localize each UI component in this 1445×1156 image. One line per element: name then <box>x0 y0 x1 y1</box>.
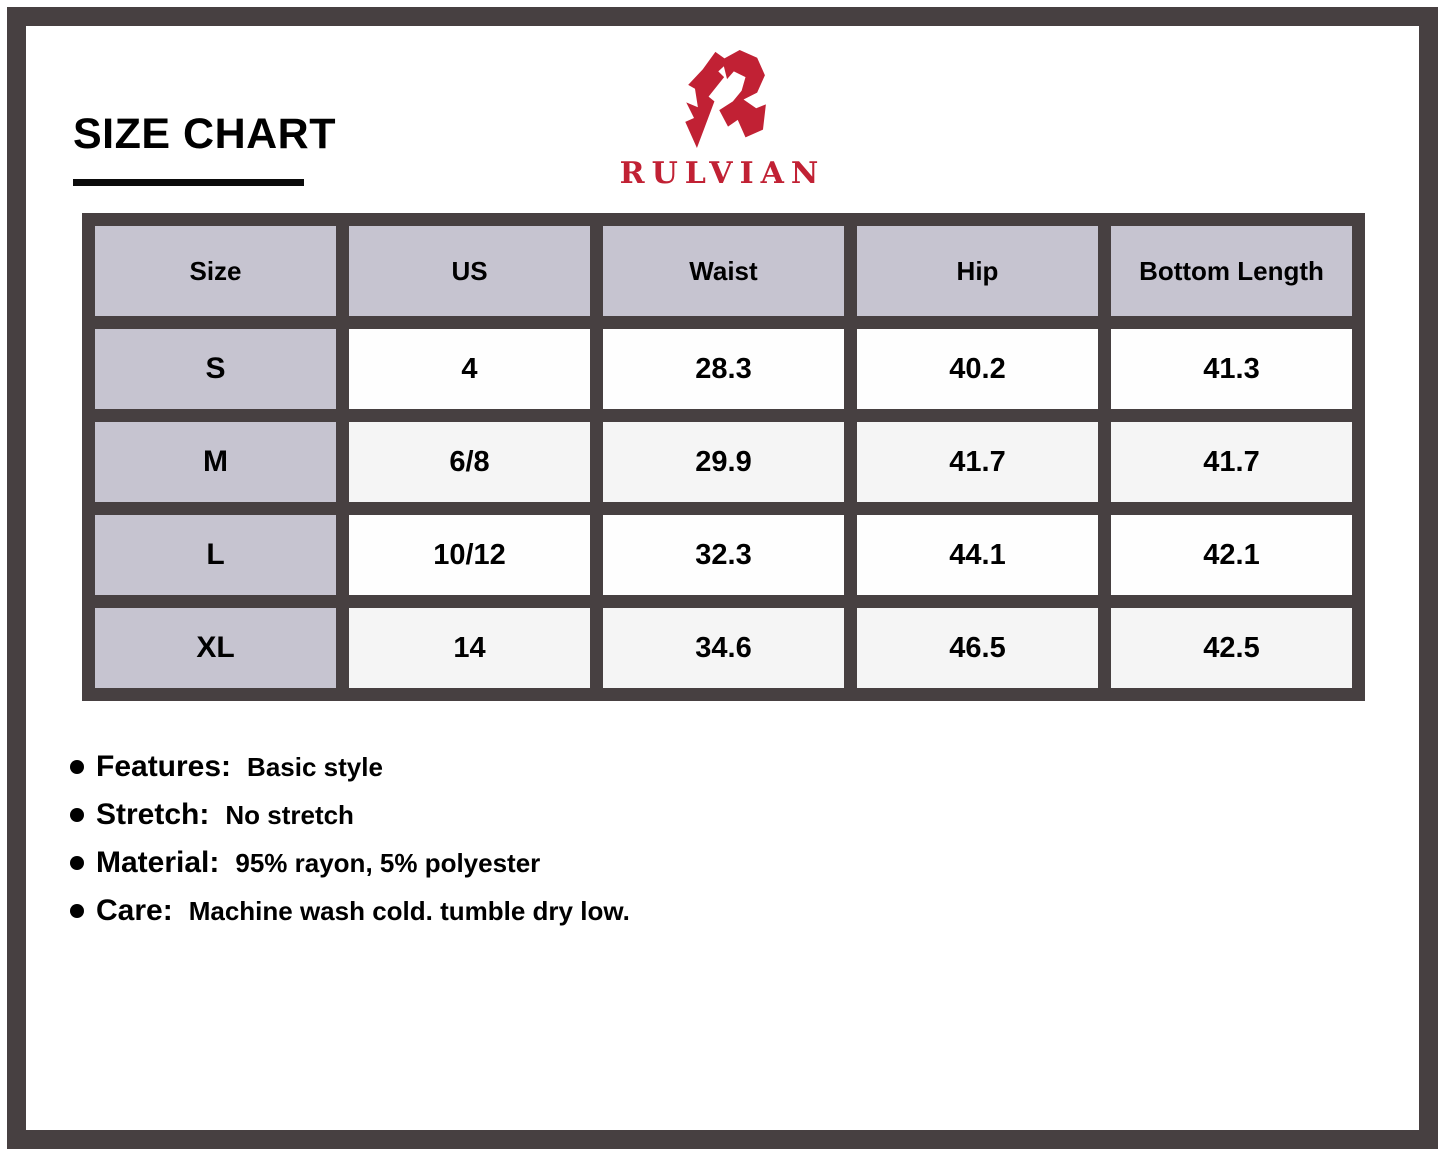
column-header-size: Size <box>95 226 336 316</box>
table-row-xl <box>95 608 1352 688</box>
cell-m-hip: 41.7 <box>857 422 1098 502</box>
page-title: SIZE CHART <box>73 110 336 158</box>
title-underline <box>73 179 304 186</box>
cell-l-hip: 44.1 <box>857 515 1098 595</box>
cell-xl-hip: 46.5 <box>857 608 1098 688</box>
column-header-bottom-length: Bottom Length <box>1111 226 1352 316</box>
cell-s-waist: 28.3 <box>603 329 844 409</box>
cell-l-us: 10/12 <box>349 515 590 595</box>
bullet-icon <box>70 856 84 870</box>
table-header-row <box>95 226 1352 316</box>
brand-logo <box>620 48 826 191</box>
cell-xl-waist: 34.6 <box>603 608 844 688</box>
detail-item-material <box>70 846 630 880</box>
column-header-hip: Hip <box>857 226 1098 316</box>
detail-label: Material: <box>96 846 220 879</box>
detail-item-care <box>70 894 630 928</box>
table-row-m <box>95 422 1352 502</box>
row-header-size-m: M <box>95 422 336 502</box>
table-row-l <box>95 515 1352 595</box>
column-header-us: US <box>349 226 590 316</box>
row-header-size-s: S <box>95 329 336 409</box>
bullet-icon <box>70 904 84 918</box>
column-header-waist: Waist <box>603 226 844 316</box>
row-header-size-l: L <box>95 515 336 595</box>
brand-wordmark: RULVIAN <box>619 156 826 191</box>
bullet-icon <box>70 760 84 774</box>
detail-label: Stretch: <box>96 798 210 831</box>
product-details-list <box>70 750 630 942</box>
cell-m-bottom-length: 41.7 <box>1111 422 1352 502</box>
cell-s-bottom-length: 41.3 <box>1111 329 1352 409</box>
cell-l-waist: 32.3 <box>603 515 844 595</box>
cell-m-waist: 29.9 <box>603 422 844 502</box>
detail-value: Machine wash cold. tumble dry low. <box>188 896 630 926</box>
cell-m-us: 6/8 <box>349 422 590 502</box>
bullet-icon <box>70 808 84 822</box>
table-row-s <box>95 329 1352 409</box>
detail-value: Basic style <box>247 752 383 782</box>
detail-value: No stretch <box>225 800 354 830</box>
cell-l-bottom-length: 42.1 <box>1111 515 1352 595</box>
detail-label: Features: <box>96 750 232 783</box>
detail-label: Care: <box>96 894 173 927</box>
cell-s-us: 4 <box>349 329 590 409</box>
row-header-size-xl: XL <box>95 608 336 688</box>
cell-xl-bottom-length: 42.5 <box>1111 608 1352 688</box>
detail-item-stretch <box>70 798 630 832</box>
rulvian-r-icon <box>670 48 774 150</box>
cell-xl-us: 14 <box>349 608 590 688</box>
cell-s-hip: 40.2 <box>857 329 1098 409</box>
detail-item-features <box>70 750 630 784</box>
detail-value: 95% rayon, 5% polyester <box>235 848 541 878</box>
size-chart-table <box>82 213 1365 701</box>
